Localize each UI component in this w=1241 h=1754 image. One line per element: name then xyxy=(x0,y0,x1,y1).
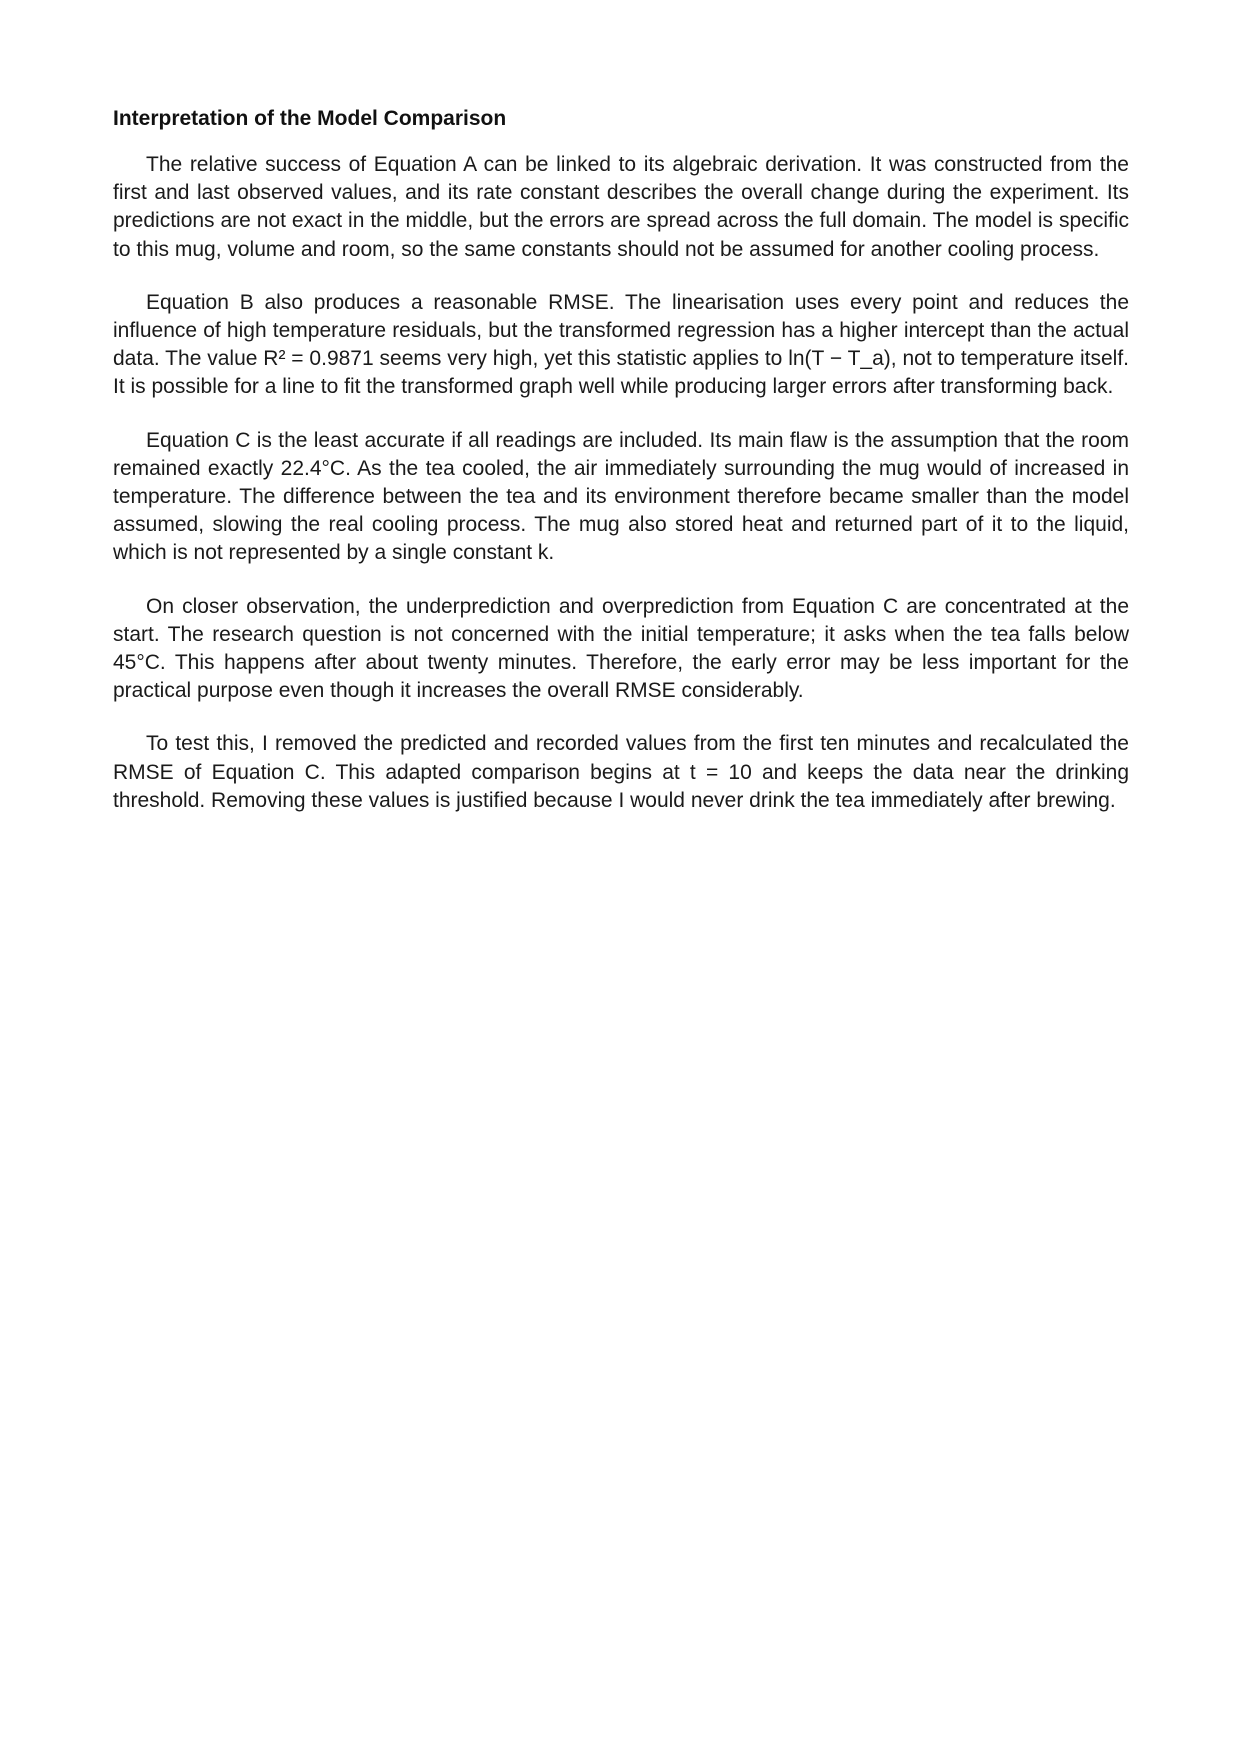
document-body xyxy=(113,105,1129,840)
section-heading: Interpretation of the Model Comparison xyxy=(113,107,507,130)
paragraph-equation-c: Equation C is the least accurate if all readings are included. Its main flaw is the assumption that the room remained exactly 22.4°C. As the tea cooled, the air immediately surrounding the mug would of increased in temperature. The difference between the tea and its environment therefore became smaller than the model assumed, slowing the real cooling process. The mug also stored heat and returned part of it to the liquid, which is not represented by a single constant k. xyxy=(113,428,1129,565)
paragraph-equation-b: Equation B also produces a reasonable RMSE. The linearisation uses every point and reduces the influence of high temperature residuals, but the transformed regression has a higher intercept than the actual data. The value R² = 0.9871 seems very high, yet this statistic applies to ln(T − T_a), not to temperature itself. It is possible for a line to fit the transformed graph well while producing larger errors after transforming back. xyxy=(113,290,1129,399)
paragraph-closer-observation: On closer observation, the underprediction and overprediction from Equation C are concentrated at the start. The research question is not concerned with the initial temperature; it asks when the tea falls below 45°C. This happens after about twenty minutes. Therefore, the early error may be less important for the practical purpose even though it increases the overall RMSE considerably. xyxy=(113,594,1129,703)
paragraph-test: To test this, I removed the predicted and recorded values from the first ten minutes and recalculated the RMSE of Equation C. This adapted comparison begins at t = 10 and keeps the data near the drinking threshold. Removing these values is justified because I would never drink the tea immediately after brewing. xyxy=(113,732,1129,812)
paragraph-equation-a: The relative success of Equation A can be linked to its algebraic derivation. It was constructed from the first and last observed values, and its rate constant describes the overall change during the experiment. Its predictions are not exact in the middle, but the errors are spread across the full domain. The model is specific to this mug, volume and room, so the same constants should not be assumed for another cooling process. xyxy=(113,153,1129,261)
